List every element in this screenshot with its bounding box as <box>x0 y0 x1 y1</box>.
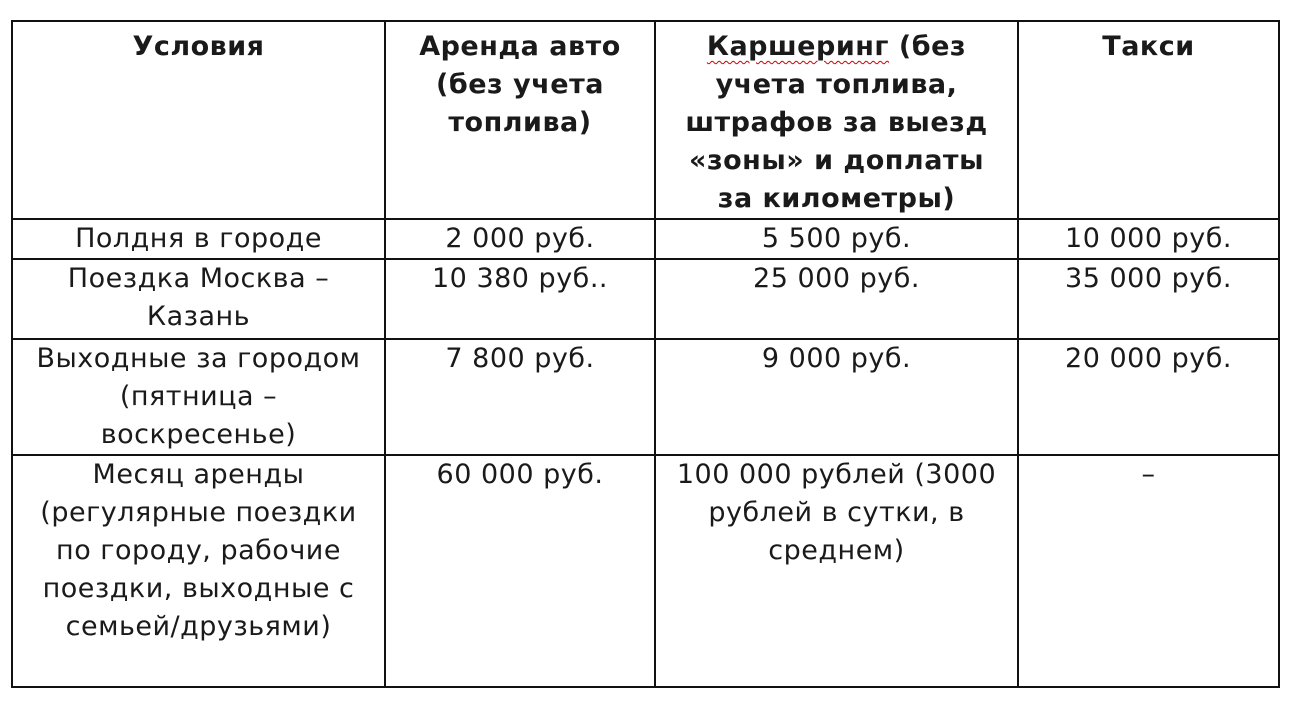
table-row <box>12 219 1279 259</box>
carsharing-price-cell: 100 000 рублей (3000 рублей в сутки, в среднем) <box>655 455 1018 687</box>
table-row <box>12 455 1279 687</box>
car-rental-price-cell: 2 000 руб. <box>385 219 655 259</box>
comparison-table <box>11 20 1280 688</box>
spellcheck-underlined-word: Каршеринг <box>706 31 889 62</box>
header-car-rental: Аренда авто (без учета топлива) <box>385 21 655 219</box>
header-carsharing-rest: (без учета топлива, штрафов за выезд «зоны» и доплаты за километры) <box>685 31 988 214</box>
table-header-row <box>12 21 1279 219</box>
row-condition-cell: Поездка Москва – Казань <box>12 259 385 339</box>
carsharing-price-cell: 5 500 руб. <box>655 219 1018 259</box>
row-condition-cell: Месяц аренды (регулярные поездки по городу, рабочие поездки, выходные с семьей/друзьями) <box>12 455 385 687</box>
table-row <box>12 259 1279 339</box>
carsharing-price-cell: 9 000 руб. <box>655 339 1018 455</box>
header-taxi: Такси <box>1018 21 1279 219</box>
taxi-price-cell: – <box>1018 455 1279 687</box>
car-rental-price-cell: 7 800 руб. <box>385 339 655 455</box>
table-row <box>12 339 1279 455</box>
taxi-price-cell: 10 000 руб. <box>1018 219 1279 259</box>
taxi-price-cell: 35 000 руб. <box>1018 259 1279 339</box>
header-conditions: Условия <box>12 21 385 219</box>
row-condition-cell: Выходные за городом (пятница – воскресенье) <box>12 339 385 455</box>
car-rental-price-cell: 60 000 руб. <box>385 455 655 687</box>
carsharing-price-cell: 25 000 руб. <box>655 259 1018 339</box>
row-condition-cell: Полдня в городе <box>12 219 385 259</box>
header-carsharing <box>655 21 1018 219</box>
taxi-price-cell: 20 000 руб. <box>1018 339 1279 455</box>
car-rental-price-cell: 10 380 руб.. <box>385 259 655 339</box>
